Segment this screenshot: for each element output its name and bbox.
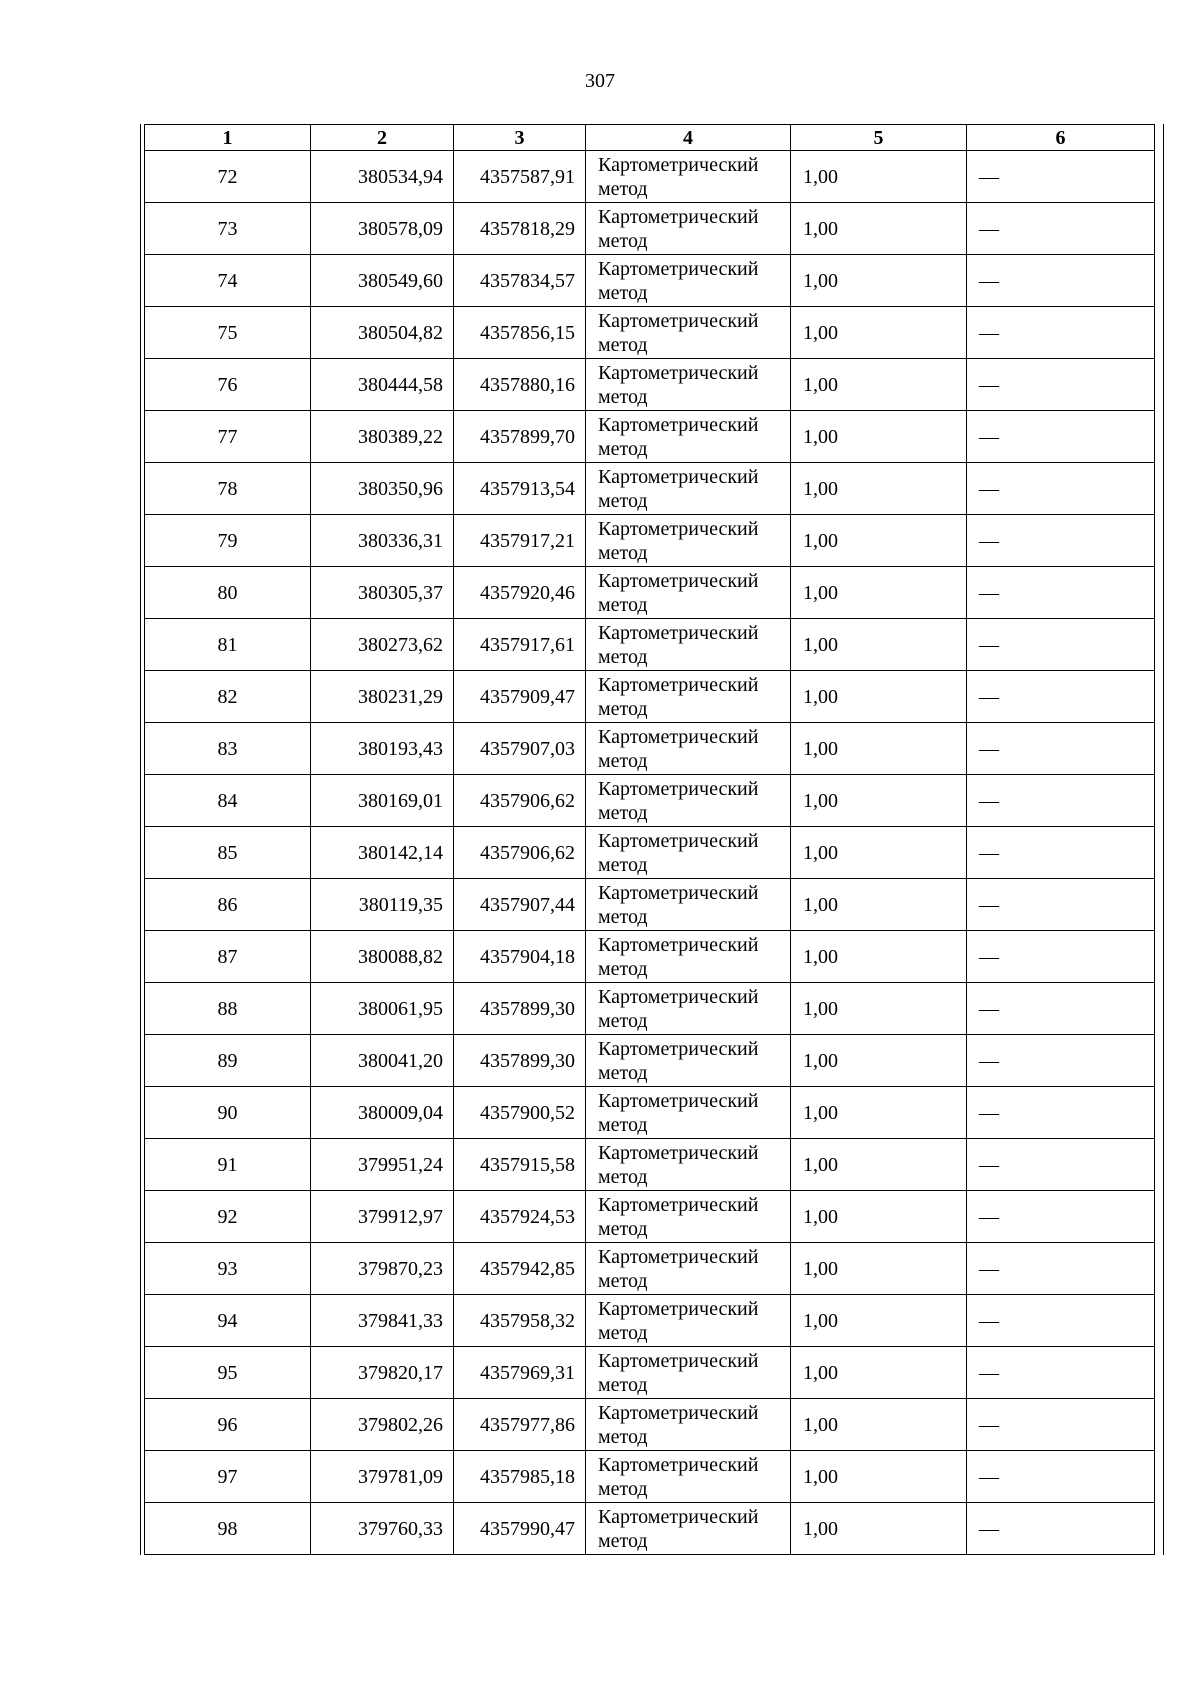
page-number: 307: [585, 70, 615, 92]
y-coordinate-cell: 4357899,30: [454, 1035, 586, 1087]
accuracy-cell: 1,00: [791, 1035, 967, 1087]
x-coordinate-cell: 380549,60: [311, 255, 454, 307]
point-number-cell: 82: [145, 671, 311, 723]
x-coordinate-cell: 380231,29: [311, 671, 454, 723]
accuracy-cell: 1,00: [791, 1139, 967, 1191]
table-row: [145, 1399, 1155, 1451]
x-coordinate-cell: 380578,09: [311, 203, 454, 255]
point-number-cell: 85: [145, 827, 311, 879]
accuracy-cell: 1,00: [791, 463, 967, 515]
accuracy-cell: 1,00: [791, 1191, 967, 1243]
note-cell: —: [967, 1295, 1155, 1347]
accuracy-cell: 1,00: [791, 619, 967, 671]
y-coordinate-cell: 4357990,47: [454, 1503, 586, 1555]
x-coordinate-cell: 379781,09: [311, 1451, 454, 1503]
x-coordinate-cell: 380273,62: [311, 619, 454, 671]
y-coordinate-cell: 4357900,52: [454, 1087, 586, 1139]
accuracy-cell: 1,00: [791, 983, 967, 1035]
coordinates-table-frame: [140, 124, 1164, 1555]
header-col-1: 1: [145, 125, 311, 151]
point-number-cell: 89: [145, 1035, 311, 1087]
x-coordinate-cell: 379951,24: [311, 1139, 454, 1191]
y-coordinate-cell: 4357907,44: [454, 879, 586, 931]
table-row: [145, 1191, 1155, 1243]
x-coordinate-cell: 379912,97: [311, 1191, 454, 1243]
header-row: [145, 125, 1155, 151]
note-cell: —: [967, 411, 1155, 463]
table-row: [145, 1087, 1155, 1139]
y-coordinate-cell: 4357904,18: [454, 931, 586, 983]
note-cell: —: [967, 515, 1155, 567]
note-cell: —: [967, 307, 1155, 359]
method-cell: Картометрический метод: [586, 255, 791, 307]
method-cell: Картометрический метод: [586, 1243, 791, 1295]
note-cell: —: [967, 931, 1155, 983]
table-row: [145, 1503, 1155, 1555]
note-cell: —: [967, 619, 1155, 671]
y-coordinate-cell: 4357917,61: [454, 619, 586, 671]
x-coordinate-cell: 380088,82: [311, 931, 454, 983]
method-cell: Картометрический метод: [586, 879, 791, 931]
y-coordinate-cell: 4357942,85: [454, 1243, 586, 1295]
point-number-cell: 91: [145, 1139, 311, 1191]
y-coordinate-cell: 4357977,86: [454, 1399, 586, 1451]
y-coordinate-cell: 4357856,15: [454, 307, 586, 359]
point-number-cell: 80: [145, 567, 311, 619]
accuracy-cell: 1,00: [791, 255, 967, 307]
accuracy-cell: 1,00: [791, 1451, 967, 1503]
x-coordinate-cell: 380061,95: [311, 983, 454, 1035]
note-cell: —: [967, 671, 1155, 723]
table-row: [145, 463, 1155, 515]
method-cell: Картометрический метод: [586, 515, 791, 567]
x-coordinate-cell: 379802,26: [311, 1399, 454, 1451]
method-cell: Картометрический метод: [586, 463, 791, 515]
note-cell: —: [967, 1399, 1155, 1451]
method-cell: Картометрический метод: [586, 1503, 791, 1555]
point-number-cell: 92: [145, 1191, 311, 1243]
point-number-cell: 86: [145, 879, 311, 931]
table-row: [145, 255, 1155, 307]
accuracy-cell: 1,00: [791, 359, 967, 411]
note-cell: —: [967, 567, 1155, 619]
y-coordinate-cell: 4357924,53: [454, 1191, 586, 1243]
header-col-2: 2: [311, 125, 454, 151]
table-row: [145, 567, 1155, 619]
method-cell: Картометрический метод: [586, 723, 791, 775]
y-coordinate-cell: 4357587,91: [454, 151, 586, 203]
accuracy-cell: 1,00: [791, 1243, 967, 1295]
point-number-cell: 73: [145, 203, 311, 255]
x-coordinate-cell: 380444,58: [311, 359, 454, 411]
header-col-5: 5: [791, 125, 967, 151]
point-number-cell: 96: [145, 1399, 311, 1451]
note-cell: —: [967, 1451, 1155, 1503]
x-coordinate-cell: 380041,20: [311, 1035, 454, 1087]
note-cell: —: [967, 1087, 1155, 1139]
point-number-cell: 77: [145, 411, 311, 463]
point-number-cell: 94: [145, 1295, 311, 1347]
table-row: [145, 775, 1155, 827]
note-cell: —: [967, 1139, 1155, 1191]
table-row: [145, 1295, 1155, 1347]
x-coordinate-cell: 379841,33: [311, 1295, 454, 1347]
x-coordinate-cell: 380350,96: [311, 463, 454, 515]
method-cell: Картометрический метод: [586, 1295, 791, 1347]
point-number-cell: 98: [145, 1503, 311, 1555]
x-coordinate-cell: 380193,43: [311, 723, 454, 775]
table-row: [145, 1035, 1155, 1087]
point-number-cell: 72: [145, 151, 311, 203]
accuracy-cell: 1,00: [791, 723, 967, 775]
y-coordinate-cell: 4357958,32: [454, 1295, 586, 1347]
y-coordinate-cell: 4357834,57: [454, 255, 586, 307]
accuracy-cell: 1,00: [791, 151, 967, 203]
table-row: [145, 307, 1155, 359]
y-coordinate-cell: 4357913,54: [454, 463, 586, 515]
note-cell: —: [967, 203, 1155, 255]
x-coordinate-cell: 380534,94: [311, 151, 454, 203]
note-cell: —: [967, 1035, 1155, 1087]
method-cell: Картометрический метод: [586, 1087, 791, 1139]
x-coordinate-cell: 379820,17: [311, 1347, 454, 1399]
accuracy-cell: 1,00: [791, 827, 967, 879]
method-cell: Картометрический метод: [586, 567, 791, 619]
y-coordinate-cell: 4357909,47: [454, 671, 586, 723]
note-cell: —: [967, 463, 1155, 515]
point-number-cell: 95: [145, 1347, 311, 1399]
accuracy-cell: 1,00: [791, 775, 967, 827]
x-coordinate-cell: 380119,35: [311, 879, 454, 931]
method-cell: Картометрический метод: [586, 203, 791, 255]
accuracy-cell: 1,00: [791, 1295, 967, 1347]
method-cell: Картометрический метод: [586, 151, 791, 203]
y-coordinate-cell: 4357899,70: [454, 411, 586, 463]
x-coordinate-cell: 379870,23: [311, 1243, 454, 1295]
method-cell: Картометрический метод: [586, 1399, 791, 1451]
x-coordinate-cell: 379760,33: [311, 1503, 454, 1555]
point-number-cell: 79: [145, 515, 311, 567]
x-coordinate-cell: 380169,01: [311, 775, 454, 827]
table-row: [145, 1347, 1155, 1399]
y-coordinate-cell: 4357917,21: [454, 515, 586, 567]
accuracy-cell: 1,00: [791, 1399, 967, 1451]
point-number-cell: 93: [145, 1243, 311, 1295]
coordinates-table: [144, 124, 1155, 1555]
table-row: [145, 203, 1155, 255]
y-coordinate-cell: 4357880,16: [454, 359, 586, 411]
point-number-cell: 76: [145, 359, 311, 411]
method-cell: Картометрический метод: [586, 619, 791, 671]
note-cell: —: [967, 1191, 1155, 1243]
method-cell: Картометрический метод: [586, 983, 791, 1035]
point-number-cell: 75: [145, 307, 311, 359]
note-cell: —: [967, 983, 1155, 1035]
note-cell: —: [967, 723, 1155, 775]
x-coordinate-cell: 380336,31: [311, 515, 454, 567]
x-coordinate-cell: 380009,04: [311, 1087, 454, 1139]
accuracy-cell: 1,00: [791, 1503, 967, 1555]
point-number-cell: 84: [145, 775, 311, 827]
table-row: [145, 151, 1155, 203]
accuracy-cell: 1,00: [791, 307, 967, 359]
note-cell: —: [967, 359, 1155, 411]
y-coordinate-cell: 4357969,31: [454, 1347, 586, 1399]
header-col-4: 4: [586, 125, 791, 151]
table-row: [145, 619, 1155, 671]
accuracy-cell: 1,00: [791, 1087, 967, 1139]
table-row: [145, 1243, 1155, 1295]
method-cell: Картометрический метод: [586, 671, 791, 723]
accuracy-cell: 1,00: [791, 879, 967, 931]
method-cell: Картометрический метод: [586, 1451, 791, 1503]
y-coordinate-cell: 4357906,62: [454, 775, 586, 827]
point-number-cell: 78: [145, 463, 311, 515]
method-cell: Картометрический метод: [586, 307, 791, 359]
note-cell: —: [967, 1347, 1155, 1399]
note-cell: —: [967, 151, 1155, 203]
point-number-cell: 97: [145, 1451, 311, 1503]
note-cell: —: [967, 1503, 1155, 1555]
note-cell: —: [967, 775, 1155, 827]
point-number-cell: 81: [145, 619, 311, 671]
y-coordinate-cell: 4357915,58: [454, 1139, 586, 1191]
x-coordinate-cell: 380504,82: [311, 307, 454, 359]
header-col-6: 6: [967, 125, 1155, 151]
table-row: [145, 671, 1155, 723]
method-cell: Картометрический метод: [586, 1035, 791, 1087]
method-cell: Картометрический метод: [586, 827, 791, 879]
table-row: [145, 359, 1155, 411]
note-cell: —: [967, 255, 1155, 307]
table-row: [145, 983, 1155, 1035]
y-coordinate-cell: 4357985,18: [454, 1451, 586, 1503]
table-row: [145, 1451, 1155, 1503]
accuracy-cell: 1,00: [791, 411, 967, 463]
method-cell: Картометрический метод: [586, 775, 791, 827]
y-coordinate-cell: 4357920,46: [454, 567, 586, 619]
point-number-cell: 90: [145, 1087, 311, 1139]
note-cell: —: [967, 1243, 1155, 1295]
point-number-cell: 87: [145, 931, 311, 983]
table-body: [145, 151, 1155, 1555]
method-cell: Картометрический метод: [586, 1139, 791, 1191]
note-cell: —: [967, 827, 1155, 879]
accuracy-cell: 1,00: [791, 671, 967, 723]
y-coordinate-cell: 4357906,62: [454, 827, 586, 879]
method-cell: Картометрический метод: [586, 359, 791, 411]
table-row: [145, 827, 1155, 879]
table-row: [145, 1139, 1155, 1191]
accuracy-cell: 1,00: [791, 515, 967, 567]
table-row: [145, 411, 1155, 463]
y-coordinate-cell: 4357907,03: [454, 723, 586, 775]
method-cell: Картометрический метод: [586, 411, 791, 463]
table-header: [145, 125, 1155, 151]
point-number-cell: 83: [145, 723, 311, 775]
table-row: [145, 931, 1155, 983]
x-coordinate-cell: 380305,37: [311, 567, 454, 619]
accuracy-cell: 1,00: [791, 1347, 967, 1399]
y-coordinate-cell: 4357899,30: [454, 983, 586, 1035]
accuracy-cell: 1,00: [791, 567, 967, 619]
accuracy-cell: 1,00: [791, 931, 967, 983]
header-col-3: 3: [454, 125, 586, 151]
method-cell: Картометрический метод: [586, 931, 791, 983]
table-row: [145, 879, 1155, 931]
x-coordinate-cell: 380142,14: [311, 827, 454, 879]
x-coordinate-cell: 380389,22: [311, 411, 454, 463]
point-number-cell: 74: [145, 255, 311, 307]
table-row: [145, 723, 1155, 775]
method-cell: Картометрический метод: [586, 1347, 791, 1399]
method-cell: Картометрический метод: [586, 1191, 791, 1243]
y-coordinate-cell: 4357818,29: [454, 203, 586, 255]
accuracy-cell: 1,00: [791, 203, 967, 255]
table-row: [145, 515, 1155, 567]
note-cell: —: [967, 879, 1155, 931]
point-number-cell: 88: [145, 983, 311, 1035]
